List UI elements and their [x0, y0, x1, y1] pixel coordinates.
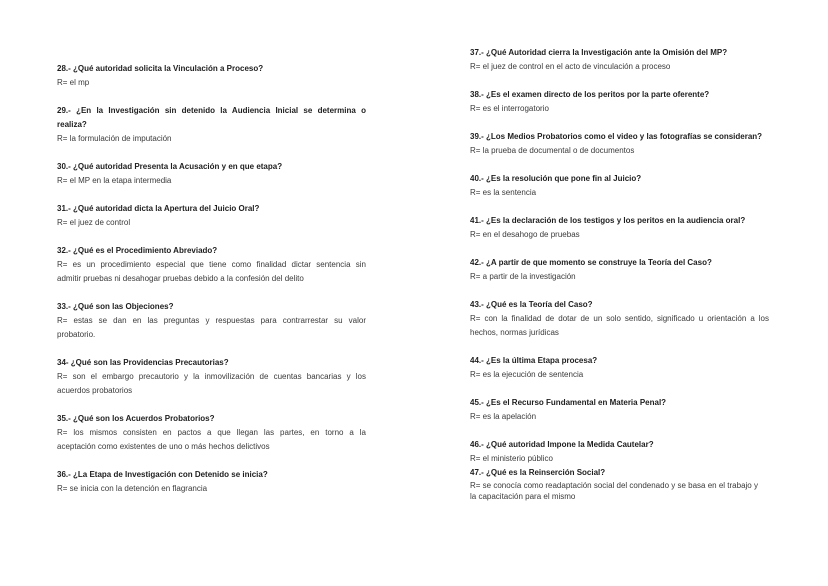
question-text: 38.- ¿Es el examen directo de los peritos por la parte oferente?: [470, 90, 710, 99]
answer-text: R= el MP en la etapa intermedia: [57, 176, 172, 185]
question-text: 40.- ¿Es la resolución que pone fin al Juicio?: [470, 174, 642, 183]
answer-text: R= se conocía como readaptación social del condenado y se basa en el trabajo y la capacitación para el mismo: [470, 481, 758, 501]
qa-item-32: [57, 244, 366, 286]
qa-item-34: [57, 356, 366, 398]
answer-text: R= es el interrogatorio: [470, 104, 549, 113]
answer-text: R= en el desahogo de pruebas: [470, 230, 580, 239]
answer-text: R= el juez de control en el acto de vinculación a proceso: [470, 62, 671, 71]
qa-column-right: [470, 46, 769, 516]
qa-item-29: [57, 104, 366, 146]
question-text: 42.- ¿A partir de que momento se construye la Teoría del Caso?: [470, 258, 712, 267]
qa-item-46: [470, 438, 769, 466]
question-text: 37.- ¿Qué Autoridad cierra la Investigación ante la Omisión del MP?: [470, 48, 728, 57]
answer-text: R= los mismos consisten en pactos a que llegan las partes, en torno a la aceptación como existentes de uno o más hechos delictivos: [57, 428, 366, 451]
answer-text: R= la formulación de imputación: [57, 134, 172, 143]
answer-text: R= a partir de la investigación: [470, 272, 576, 281]
question-text: 45.- ¿Es el Recurso Fundamental en Materia Penal?: [470, 398, 667, 407]
question-text: 35.- ¿Qué son los Acuerdos Probatorios?: [57, 414, 215, 423]
qa-item-36: [57, 468, 366, 496]
question-text: 47.- ¿Qué es la Reinserción Social?: [470, 468, 606, 477]
answer-text: R= la prueba de documental o de documentos: [470, 146, 635, 155]
question-text: 31.- ¿Qué autoridad dicta la Apertura del Juicio Oral?: [57, 204, 260, 213]
question-text: 39.- ¿Los Medios Probatorios como el video y las fotografías se consideran?: [470, 132, 763, 141]
answer-text: R= el juez de control: [57, 218, 131, 227]
qa-item-30: [57, 160, 366, 188]
qa-item-38: [470, 88, 769, 116]
qa-item-35: [57, 412, 366, 454]
qa-item-45: [470, 396, 769, 424]
qa-item-37: [470, 46, 769, 74]
question-text: 34- ¿Qué son las Providencias Precautorias?: [57, 358, 229, 367]
question-text: 36.- ¿La Etapa de Investigación con Detenido se inicia?: [57, 470, 268, 479]
question-text: 28.- ¿Qué autoridad solicita la Vinculación a Proceso?: [57, 64, 264, 73]
qa-item-39: [470, 130, 769, 158]
question-text: 46.- ¿Qué autoridad Impone la Medida Cautelar?: [470, 440, 654, 449]
qa-item-40: [470, 172, 769, 200]
qa-column-left: [57, 62, 366, 510]
question-text: 32.- ¿Qué es el Procedimiento Abreviado?: [57, 246, 218, 255]
qa-item-33: [57, 300, 366, 342]
answer-text: R= con la finalidad de dotar de un solo sentido, significado u orientación a los hechos, normas jurídicas: [470, 314, 769, 337]
answer-text: R= es la sentencia: [470, 188, 537, 197]
question-text: 43.- ¿Qué es la Teoría del Caso?: [470, 300, 593, 309]
answer-text: R= el ministerio público: [470, 454, 553, 463]
question-text: 30.- ¿Qué autoridad Presenta la Acusación y en que etapa?: [57, 162, 283, 171]
answer-text: R= es un procedimiento especial que tiene como finalidad dictar sentencia sin admitir pruebas ni desahogar pruebas debido a la confesión del delito: [57, 260, 366, 283]
qa-item-44: [470, 354, 769, 382]
answer-text: R= el mp: [57, 78, 90, 87]
qa-item-31: [57, 202, 366, 230]
answer-text: R= se inicia con la detención en flagrancia: [57, 484, 208, 493]
answer-text: R= es la apelación: [470, 412, 537, 421]
question-text: 33.- ¿Qué son las Objeciones?: [57, 302, 174, 311]
answer-text: R= estas se dan en las preguntas y respuestas para contrarrestar su valor probatorio.: [57, 316, 366, 339]
qa-item-41: [470, 214, 769, 242]
qa-item-42: [470, 256, 769, 284]
question-text: 29.- ¿En la Investigación sin detenido la Audiencia Inicial se determina o realiza?: [57, 106, 366, 129]
question-text: 44.- ¿Es la última Etapa procesa?: [470, 356, 598, 365]
answer-text: R= son el embargo precautorio y la inmovilización de cuentas bancarias y los acuerdos probatorios: [57, 372, 366, 395]
question-text: 41.- ¿Es la declaración de los testigos y los peritos en la audiencia oral?: [470, 216, 746, 225]
qa-item-43: [470, 298, 769, 340]
answer-text: R= es la ejecución de sentencia: [470, 370, 584, 379]
qa-item-28: [57, 62, 366, 90]
qa-item-47: [470, 466, 769, 502]
